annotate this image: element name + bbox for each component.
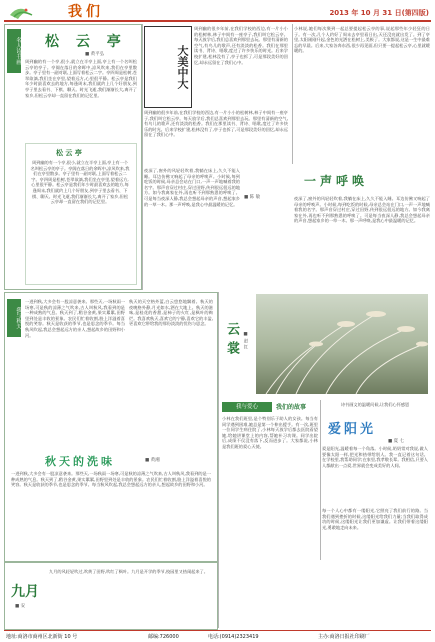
issue-date: 2013 年 10 月 31 日(第四版)	[329, 9, 429, 17]
masthead-logo	[6, 1, 70, 21]
poem-frame	[25, 143, 137, 285]
ai-xin-section	[220, 400, 320, 562]
top-left-block	[4, 24, 142, 290]
qiutian-body-right: 秋天的天空格外蓝,白云悠悠地飘着。秋天的夜晚格外静,月光如水,洒在大地上。秋天的滋味,是桂花的香甜,是柿子的火红,是枫叶的绚烂。我喜欢秋天,喜欢它的宁静,喜欢它的丰盈,更喜欢它带给我的那份淡淡的忧伤与思念。	[129, 299, 213, 327]
side-label-love: 我与爱心	[222, 402, 272, 412]
sept-author: ■ 安	[15, 604, 26, 609]
ai-xin-title: 我们的故事	[276, 404, 307, 411]
column-title: 松 云 亭	[45, 34, 127, 50]
divider-2	[292, 24, 293, 164]
column-author: ■ 黄平弘	[85, 52, 105, 57]
column-body: 周到幽的有一个亭,很小,就立在半亭上面,亭上有一个名叫松云亭的亭子。亭阁在落日的余晖中,凉风吹来,我们在亭里散步。亭子里有一副对联,上面写着松云二字。亭四周是松树,苍翠欲滴,我们坐在亭里,望着远方,心里很平静。松云亭是我们年少时最喜欢去的地方,每逢周末,我们就约上几个好朋友,到亭子里去看书、下棋、聊天。时光飞逝,我们渐渐长大,离开了家乡,但松云亭却一直留在我们的记忆里。	[25, 59, 137, 98]
footer-publisher: 主办:商洛日报社印刷厂	[318, 634, 370, 640]
sheng-huan-body-right: 夜深了,窗外的风轻轻吹着,我躺在床上,久久不能入睡。耳边仿佛又响起了母亲的呼唤声。小时候,每到吃饭的时候,母亲总会站在门口,一声一声地喊着我的名字。那声音穿过村庄,穿过田野,传到很远很远的地方。如今我离家在外,再也听不到那熟悉的呼唤了。可是每当夜深人静,我总会想起母亲的声音,想起家乡的一草一木。那一声呼唤,是我心中最温暖的记忆。	[294, 196, 430, 224]
footer-postcode: 邮编:726000	[148, 634, 179, 640]
qiutian-body-bottom: 一进到秋,大多会有一股凉意袭来。那些天,一场秋雨一场寒,可是秋的凉薄之气吹来,古人叫秋风,我看到的是一种成熟的气息。秋天到了,稻谷金黄,果实累累,田野里到处是丰收的景象。农民们忙着收割,脸上洋溢着喜悦的笑容。秋天是收获的季节,也是思念的季节。每当秋风吹起,我总会想起远方的亲人,想起故乡的田野和小河。	[11, 471, 211, 488]
top-right-body: 小林说,她们每次聚到一起总要提起松云亭的事,说起那些年少轻狂的日子。有一次,几个人约好了周末去亭里看日出,天还没亮就出发了。到了亭里,太阳刚刚升起,金色的光洒在松树上,美极了。大家都说,这是一生中最难忘的早晨。后来,大家各奔东西,很少再见面,但只要一提起松云亭,心里就暖暖的。	[294, 26, 430, 54]
masthead-title: 我们	[68, 4, 104, 20]
top-middle-body-b: 周到幽的很多年前,在我们学校的西边,有一片小小的松树林,林子中间有一座亭子,我们叫它松云亭。每天放学后,我们总喜欢到那里去玩。那里有清新的空气,有鸟儿的歌声,还有淡淡的松香。我们在那里读书、背诗、唱歌,度过了许多快乐的时光。后来学校扩建,松林没有了,亭子也拆了,可是那段美好的回忆,却永远留在了我们心中。	[144, 110, 288, 138]
section-title: 一声呼唤	[304, 174, 369, 188]
masthead	[0, 0, 435, 22]
footer-rule	[4, 630, 431, 631]
ai-yang-guang-body: 爱是阳光,温暖着每一个角落。小时候,奶奶常对我说,做人要像太阳一样,把光和热带给别人。我一直记着这句话。在学校里,我帮助同学;在家里,我孝敬长辈。我相信,只要人人都献出一点爱,世界就会变成美好的人间。	[322, 446, 428, 468]
bird-logo-icon	[6, 1, 70, 21]
ai-xin-body: 小林在我们班里,是个特别乐于助人的女孩。每当有同学遇到困难,她总是第一个伸出援手。有一次,班里一位同学生病住院了,小林每天放学后都去医院看望她,给她讲课堂上的内容,帮她补习功课。同学出院后,成绩不仅没有落下,反而进步了。大家都说,小林是我们班的爱心天使。	[222, 416, 318, 449]
yun-shang-author: ■ 赵 红	[243, 332, 248, 349]
banner-vertical: 大美中大	[144, 26, 192, 108]
bottom-center-section	[322, 400, 431, 562]
sept-body: 九月的风轻轻吹过,吹黄了田野,吹红了枫叶。九月是开学的季节,校园里又热闹起来了。	[49, 569, 208, 574]
sept-box	[4, 562, 218, 630]
top-middle-block	[144, 24, 290, 164]
ai-yang-guang-title: 爱阳光	[328, 422, 377, 437]
qiutian-author: ■ 黄湘	[145, 458, 160, 463]
masthead-rule	[4, 20, 431, 22]
footer	[0, 630, 435, 642]
divider-3	[218, 292, 219, 628]
sheng-huan-section	[144, 166, 431, 290]
yun-shang-section	[220, 292, 431, 396]
reed-photo	[256, 294, 428, 394]
sheng-huan-body-left: 夜深了,窗外的风轻轻吹着,我躺在床上,久久不能入睡。耳边仿佛又响起了母亲的呼唤声。小时候,每到吃饭的时候,母亲总会站在门口,一声一声地喊着我的名字。那声音穿过村庄,穿过田野,传到很远很远的地方。如今我离家在外,再也听不到那熟悉的呼唤了。可是每当夜深人静,我总会想起母亲的声音,想起家乡的一草一木。那一声呼唤,是我心中最温暖的记忆。	[144, 168, 240, 207]
caption-text: 诗书画文的温暖问候,让我们心怀感恩	[340, 402, 410, 407]
footer-address: 地址:商洛市商州区北新街 10 号	[6, 634, 78, 640]
bottom-right-body: 每一个人心中都有一缕阳光,它照亮了我们前行的路。当我们遇到挫折的时候,这缕阳光给我们力量;当我们取得成功的时候,这缕阳光让我们更加谦虚。让我们带着这缕阳光,勇敢地走向未来。	[322, 508, 428, 530]
side-label-autumn: 我与秋天	[7, 299, 21, 337]
qiutian-title: 秋天的洗味	[45, 455, 115, 468]
sept-title: 九月	[11, 584, 39, 600]
qiutian-body-left: 一进到秋,大多会有一股凉意袭来。那些天,一场秋雨一场寒,可是秋的凉薄之气吹来,古人叫秋风,我看到的是一种成熟的气息。秋天到了,稻谷金黄,果实累累,田野里到处是丰收的景象。农民们忙着收割,脸上洋溢着喜悦的笑容。秋天是收获的季节,也是思念的季节。每当秋风吹起,我总会想起远方的亲人,想起故乡的田野和小河。	[25, 299, 125, 338]
poem-title: 松 云 亭	[56, 149, 82, 157]
qiutian-section	[4, 292, 218, 562]
reed-grass-image	[256, 294, 428, 394]
divider-1	[142, 24, 143, 290]
section-author: ■ 陈 敏	[244, 195, 261, 200]
poem-body: 周到幽的有一个亭,很小,就立在半亭上面,亭上有一个名叫松云亭的亭子。亭阁在落日的余晖中,凉风吹来,我们在亭里散步。亭子里有一副对联,上面写着松云二字。亭四周是松树,苍翠欲滴,我们坐在亭里,望着远方,心里很平静。松云亭是我们年少时最喜欢去的地方,每逢周末,我们就约上几个好朋友,到亭子里去看书、下棋、聊天。时光飞逝,我们渐渐长大,离开了家乡,但松云亭却一直留在我们的记忆里。	[30, 160, 130, 205]
yun-shang-title: 云裳	[224, 322, 239, 360]
ai-yang-guang-author: ■ 夏 七	[388, 439, 405, 444]
divider-4	[320, 400, 321, 560]
top-middle-body-a: 周到幽的很多年前,在我们学校的西边,有一片小小的松树林,林子中间有一座亭子,我们叫它松云亭。每天放学后,我们总喜欢到那里去玩。那里有清新的空气,有鸟儿的歌声,还有淡淡的松香。我们在那里读书、背诗、唱歌,度过了许多快乐的时光。后来学校扩建,松林没有了,亭子也拆了,可是那段美好的回忆,却永远留在了我们心中。	[194, 26, 288, 65]
footer-phone: 电话:(0914)2323419	[208, 634, 259, 640]
side-label-poetry: 名人诗书画	[7, 29, 21, 73]
